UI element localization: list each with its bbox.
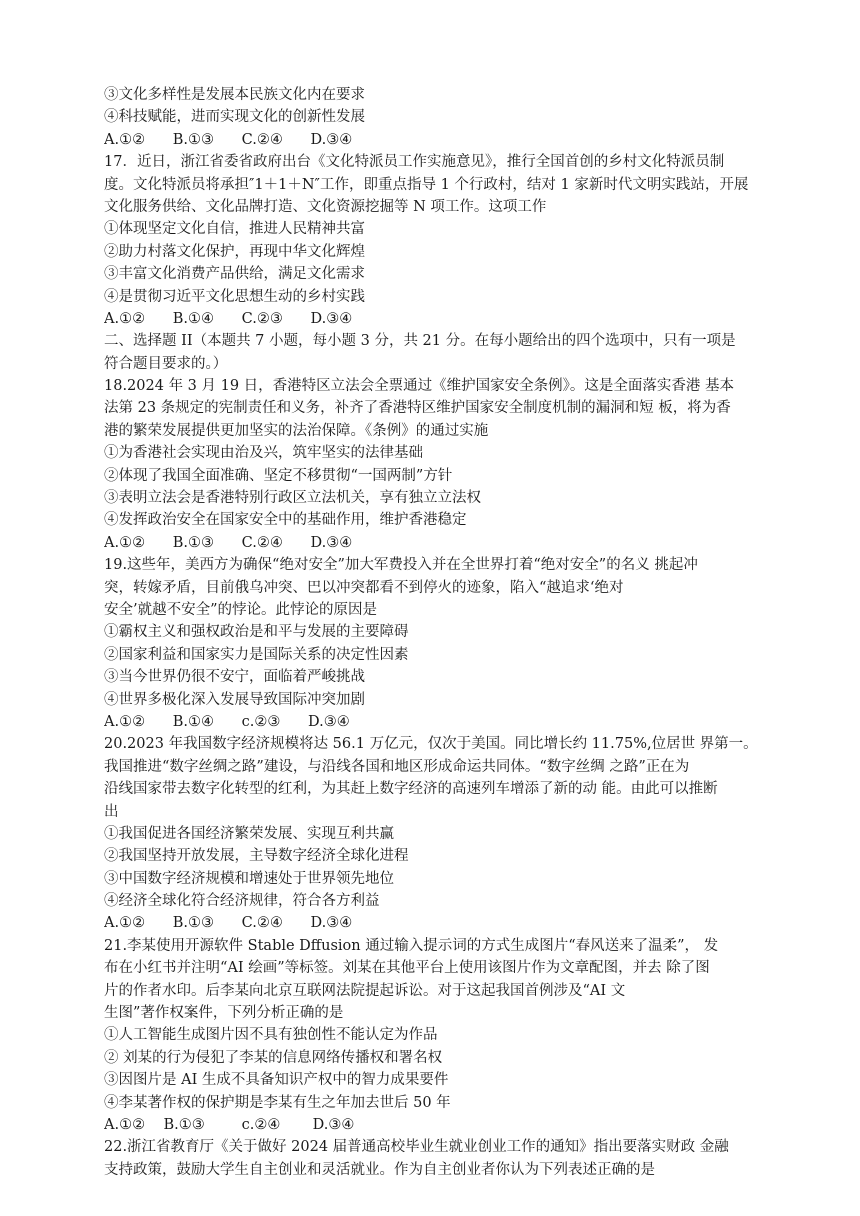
text-line: 布在小红书并注明“AI 绘画”等标签。刘某在其他平台上使用该图片作为文章配图，并去 除了图: [104, 960, 710, 977]
text-line: ③文化多样性是发展本民族文化内在要求: [104, 87, 365, 103]
text-line: 支持政策，鼓励大学生自主创业和灵活就业。作为自主创业者你认为下列表述正确的是: [104, 1161, 655, 1178]
text-line: ③中国数字经济规模和增速处于世界领先地位: [104, 870, 394, 887]
text-line: A.①② B.①③ c.②④ D.③④: [104, 1116, 355, 1133]
text-line: ②国家利益和国家实力是国际关系的决定性因素: [104, 646, 409, 663]
question-text: [104, 84, 764, 1181]
text-line: ②助力村落文化保护，再现中华文化辉煌: [104, 243, 365, 260]
text-line: ④科技赋能，进而实现文化的创新性发展: [104, 109, 365, 126]
text-line: ②我国坚持开放发展，主导数字经济全球化进程: [104, 848, 409, 865]
text-line: 18.2024 年 3 月 19 日，香港特区立法会全票通过《维护国家安全条例》。这是全面落实香港 基本: [104, 378, 735, 395]
text-line: ④经济全球化符合经济规律，符合各方利益: [104, 893, 380, 910]
text-line: ④李某著作权的保护期是李某有生之年加去世后 50 年: [104, 1094, 451, 1111]
text-line: ③丰富文化消费产品供给，满足文化需求: [104, 266, 365, 283]
text-line: 符合题目要求的。）: [104, 355, 228, 372]
text-line: 22.浙江省教育厅《关于做好 2024 届普通高校毕业生就业创业工作的通知》指出要落实财政 金融: [104, 1139, 729, 1156]
text-line: ①为香港社会实现由治及兴，筑牢坚实的法律基础: [104, 445, 423, 462]
text-line: 沿线国家带去数字化转型的红利，为其赶上数字经济的高速列车增添了新的动 能。由此可以推断: [104, 781, 718, 798]
text-line: ② 刘某的行为侵犯了李某的信息网络传播权和署名权: [104, 1049, 443, 1066]
text-line: 港的繁荣发展提供更加坚实的法治保障。《条例》的通过实施: [104, 422, 489, 439]
text-line: 二、选择题 II（本题共 7 小题，每小题 3 分，共 21 分。在每小题给出的四个选项中，只有一项是: [104, 333, 736, 350]
text-line: ④世界多极化深入发展导致国际冲突加剧: [104, 691, 365, 708]
text-line: 片的作者水印。后李某向北京互联网法院提起诉讼。对于这起我国首例涉及“AI 文: [104, 982, 626, 999]
text-line: 度。文化特派员将承担″1＋1＋N″工作，即重点指导 1 个行政村，结对 1 家新时代文明实践站，开展: [104, 176, 749, 193]
text-line: ④是贯彻习近平文化思想生动的乡村实践: [104, 288, 365, 305]
text-line: 17．近日，浙江省委省政府出台《文化特派员工作实施意见》，推行全国首创的乡村文化特派员制: [104, 154, 725, 171]
text-line: ③当今世界仍很不安宁，面临着严峻挑战: [104, 669, 365, 686]
text-line: 19.这些年，美西方为确保“绝对安全”加大军费投入并在全世界打着“绝对安全”的名义 挑起冲: [104, 557, 698, 574]
text-line: A.①② B.①③ C.②④ D.③④: [104, 915, 353, 932]
text-line: 20.2023 年我国数字经济规模将达 56.1 万亿元，仅次于美国。同比增长约 11.75%,位居世 界第一。: [104, 736, 758, 753]
text-line: ①我国促进各国经济繁荣发展、实现互利共赢: [104, 825, 394, 842]
text-line: ②体现了我国全面准确、坚定不移贯彻“一国两制”方针: [104, 467, 453, 484]
text-line: A.①② B.①③ C.②④ D.③④: [104, 534, 353, 551]
text-line: ③因图片是 AI 生成不具备知识产权中的智力成果要件: [104, 1072, 449, 1089]
text-line: 出: [104, 803, 119, 820]
text-line: A.①② B.①④ c.②③ D.③④: [104, 713, 350, 730]
text-line: A.①② B.①④ C.②③ D.③④: [104, 310, 353, 327]
text-line: A.①② B.①③ C.②④ D.③④: [104, 131, 353, 148]
text-line: ①霸权主义和强权政治是和平与发展的主要障碍: [104, 624, 409, 641]
text-line: ④发挥政治安全在国家安全中的基础作用，维护香港稳定: [104, 512, 467, 529]
text-line: 我国推进“数字丝绸之路”建设，与沿线各国和地区形成命运共同体。“数字丝绸 之路”正在为: [104, 758, 690, 775]
text-line: ③表明立法会是香港特别行政区立法机关，享有独立立法权: [104, 490, 481, 507]
text-line: ①体现坚定文化自信，推进人民精神共富: [104, 221, 365, 238]
text-line: 法第 23 条规定的宪制责任和义务，补齐了香港特区维护国家安全制度机制的漏洞和短 板，将为香: [104, 400, 731, 417]
text-line: 安全’就越不安全”的悖论。此悖论的原因是: [104, 601, 378, 618]
text-line: 生图”著作权案件，下列分析正确的是: [104, 1005, 344, 1022]
text-line: 突，转嫁矛盾，目前俄乌冲突、巴以冲突都看不到停火的迹象，陷入“越追求‘绝对: [104, 579, 624, 596]
text-line: ①人工智能生成图片因不具有独创性不能认定为作品: [104, 1027, 438, 1044]
text-line: 文化服务供给、文化品牌打造、文化资源挖掘等 N 项工作。这项工作: [104, 198, 547, 215]
text-line: 21.李某使用开源软件 Stable Dffusion 通过输入提示词的方式生成图片“春风送来了温柔”， 发: [104, 937, 719, 954]
